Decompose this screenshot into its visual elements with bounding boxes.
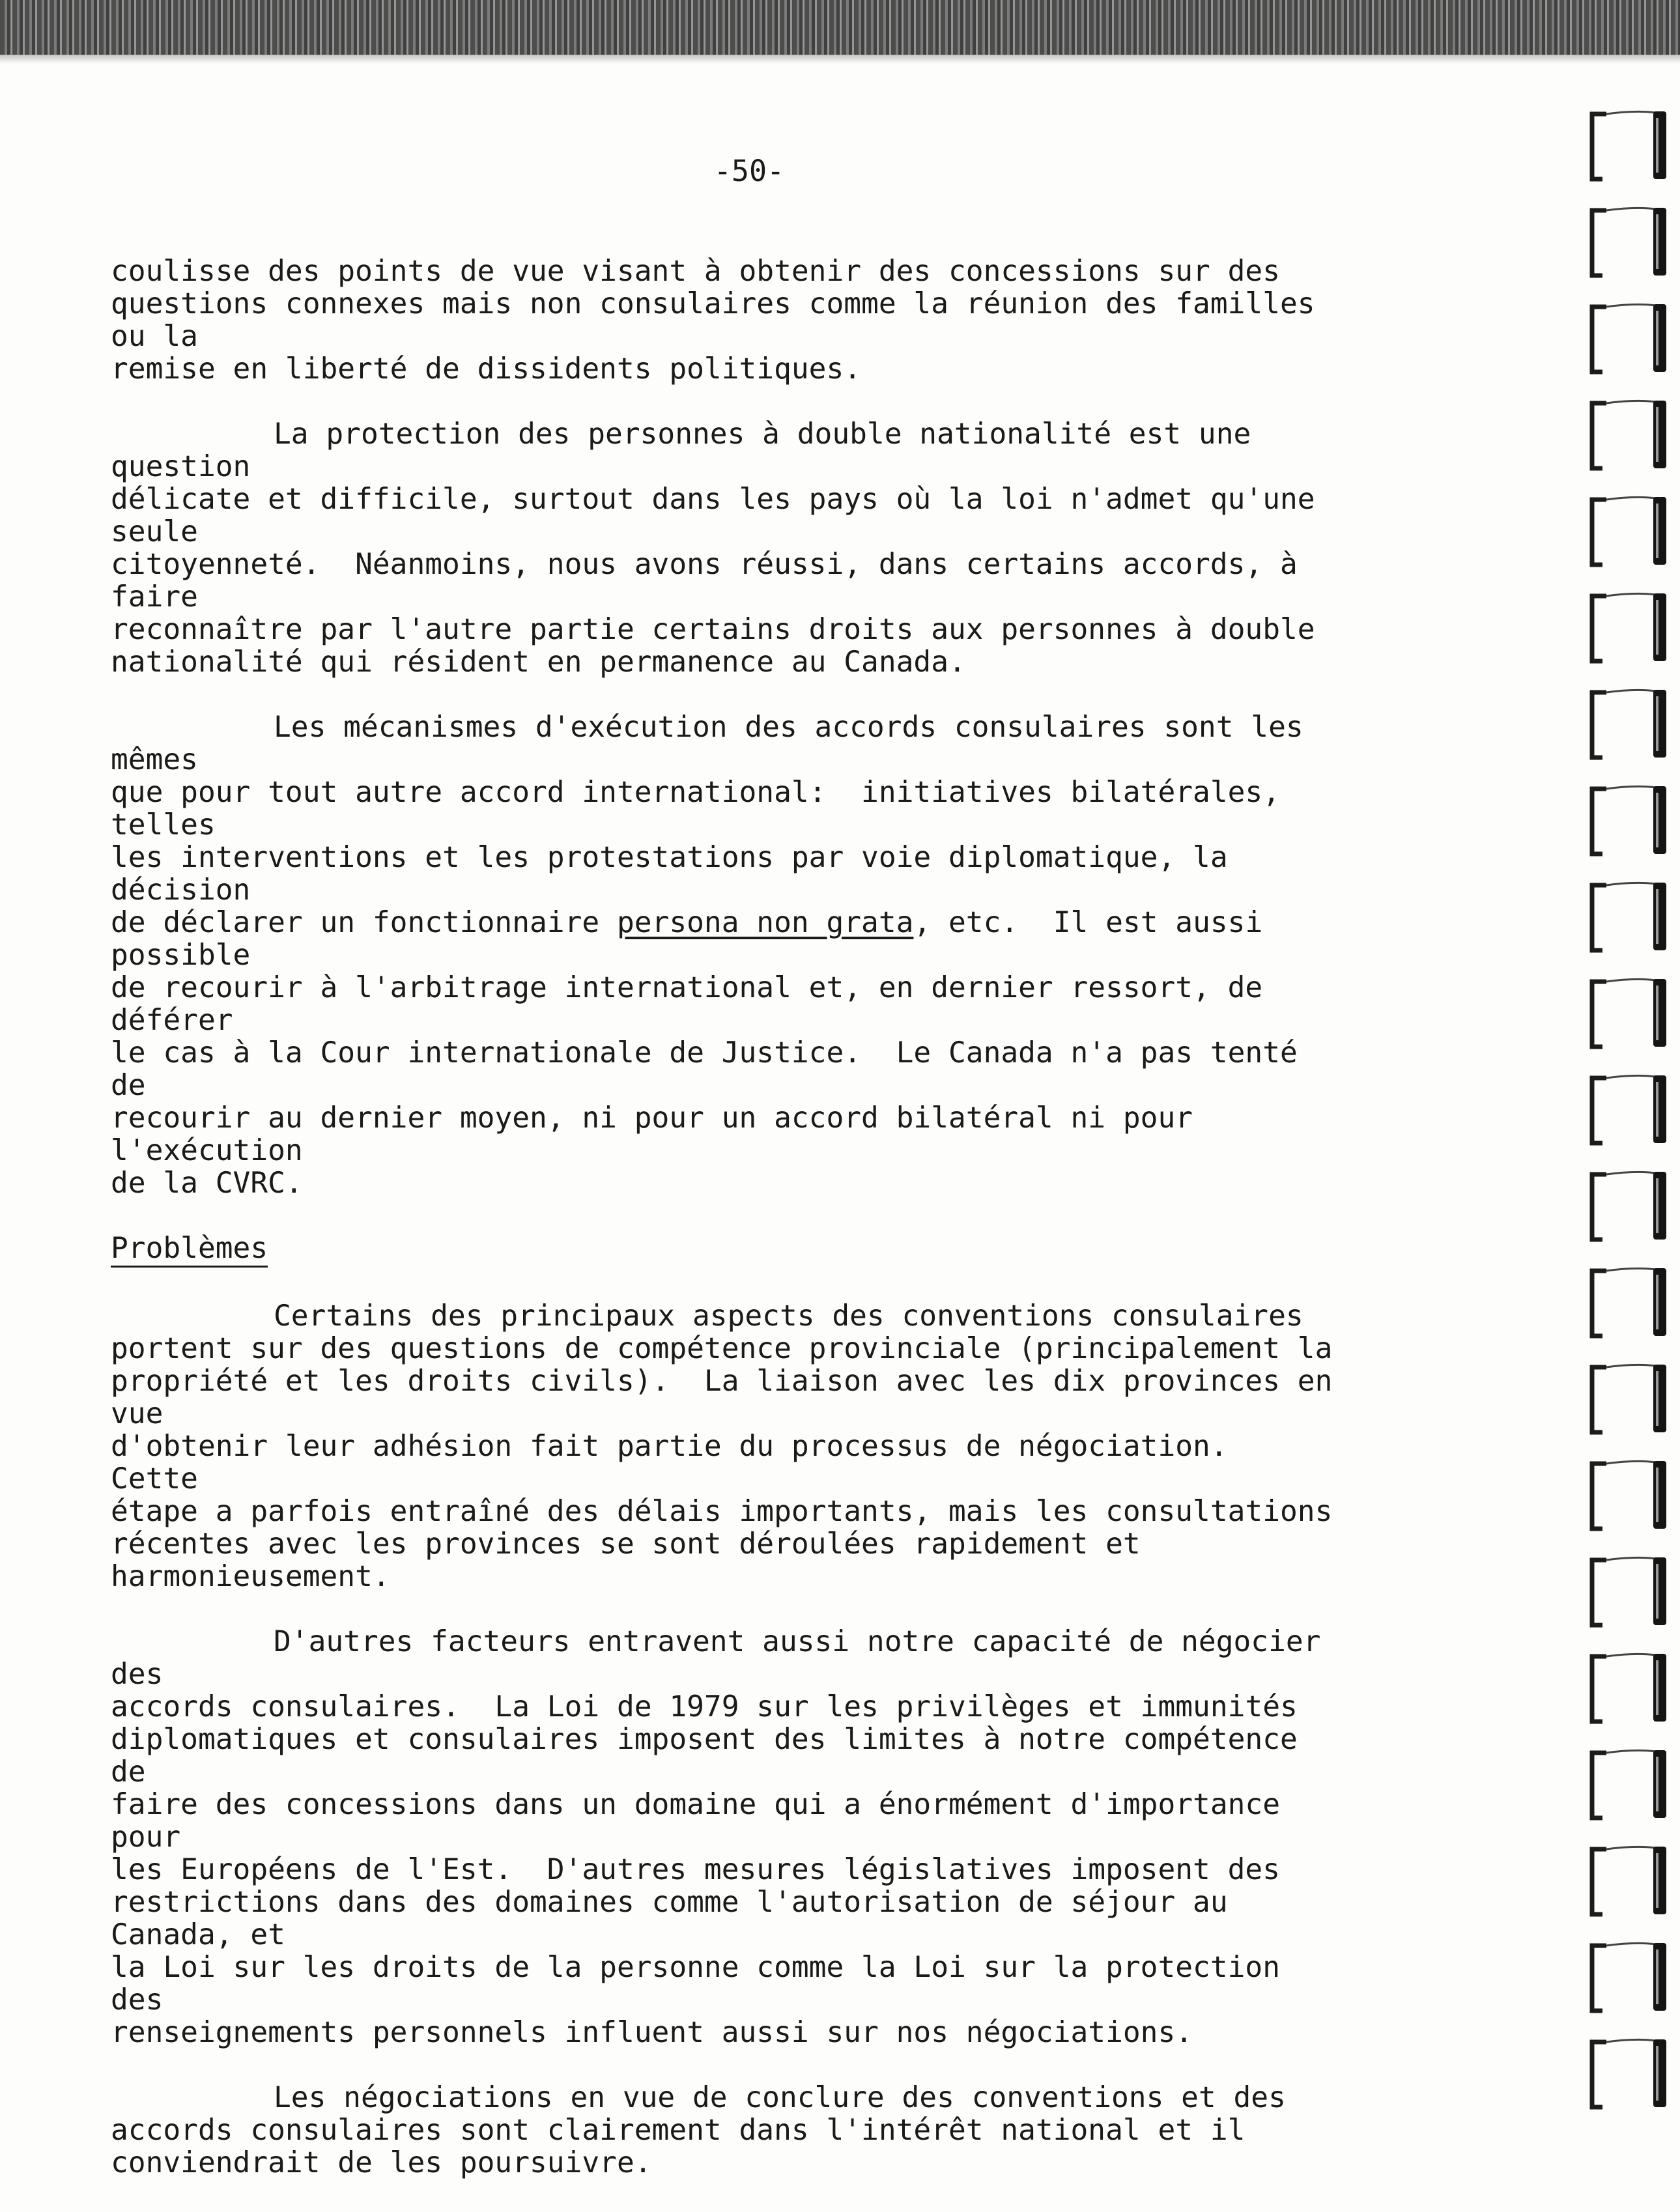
binding-ring: [1592, 497, 1666, 565]
paragraph-6: Les négociations en vue de conclure des conventions et des accords consulaires sont clairement dans l'intérêt national et il conviendrait de les poursuivre.: [111, 2081, 1286, 2179]
body-text: [111, 255, 1348, 2212]
paragraph-4: Certains des principaux aspects des conventions consulaires portent sur des questions de compétence provinciale (principalement la propriété et les droits civils). La liaison avec les dix provinces en vue d'obtenir leur adhésion fait partie du processus de négociation. Cette étape a parfois entraîné des délais importants, mais les consultations récentes avec les provinces se sont déroulées rapidement et harmonieusement.: [111, 1299, 1350, 1593]
binding-ring: [1592, 1654, 1666, 1722]
binding-rings: [1583, 52, 1680, 2161]
scan-top-edge: [0, 0, 1680, 55]
binding-ring: [1592, 1557, 1666, 1625]
binding-ring: [1592, 304, 1666, 372]
binding-ring: [1592, 1268, 1666, 1336]
paragraph-3: Les mécanismes d'exécution des accords consulaires sont les mêmes que pour tout autre accord international: initiatives bilatérales, telles les interventions et les protestations par voie diplomatique, la décision de déclarer un fonctionnaire persona non grata, etc. Il est aussi possible de recourir à l'arbitrage international et, en dernier ressort, de déférer le cas à la Cour internationale de Justice. Le Canada n'a pas tenté de recourir au dernier moyen, ni pour un accord bilatéral ni pour l'exécution de la CVRC.: [111, 711, 1321, 1200]
paragraph-1: coulisse des points de vue visant à obtenir des concessions sur des questions connexes mais non consulaires comme la réunion des familles ou la remise en liberté de dissidents politiques.: [111, 255, 1333, 386]
binding-ring: [1592, 786, 1666, 854]
binding-ring: [1592, 883, 1666, 950]
binding-ring: [1592, 1750, 1666, 1818]
spiral-binding: [1583, 52, 1680, 2161]
paragraph-2: La protection des personnes à double nationalité est une question délicate et difficile, surtout dans les pays où la loi n'admet qu'une seule citoyenneté. Néanmoins, nous avons réussi, dans certains accords, à faire reconnaître par l'autre partie certains droits aux personnes à double nationalité qui résident en permanence au Canada.: [111, 418, 1333, 679]
binding-ring: [1592, 1075, 1666, 1143]
page-number: -50-: [713, 154, 785, 188]
binding-ring: [1592, 593, 1666, 661]
binding-ring: [1592, 979, 1666, 1047]
binding-ring: [1592, 401, 1666, 468]
binding-ring: [1592, 1365, 1666, 1432]
binding-ring: [1592, 208, 1666, 276]
binding-ring: [1592, 690, 1666, 758]
paragraph-5: D'autres facteurs entravent aussi notre capacité de négocier des accords consulaires. La Loi de 1979 sur les privilèges et immunités diplomatiques et consulaires imposent des limites à notre compétence de faire des concessions dans un domaine qui a énormément d'importance pour les Européens de l'Est. D'autres mesures législatives imposent des restrictions dans des domaines comme l'autorisation de séjour au Canada, et la Loi sur les droits de la personne comme la Loi sur la protection des renseignements personnels influent aussi sur nos négociations.: [111, 1625, 1339, 2049]
section-heading: Problèmes: [111, 1234, 268, 1268]
latin-term-underlined: persona non grata: [616, 906, 914, 939]
binding-ring: [1592, 1461, 1666, 1529]
binding-ring: [1592, 1943, 1666, 2011]
binding-ring: [1592, 1172, 1666, 1240]
binding-ring: [1592, 111, 1666, 179]
binding-ring: [1592, 1847, 1666, 1914]
section-heading-wrapper: [111, 1232, 1348, 1300]
binding-ring: [1592, 2039, 1666, 2107]
